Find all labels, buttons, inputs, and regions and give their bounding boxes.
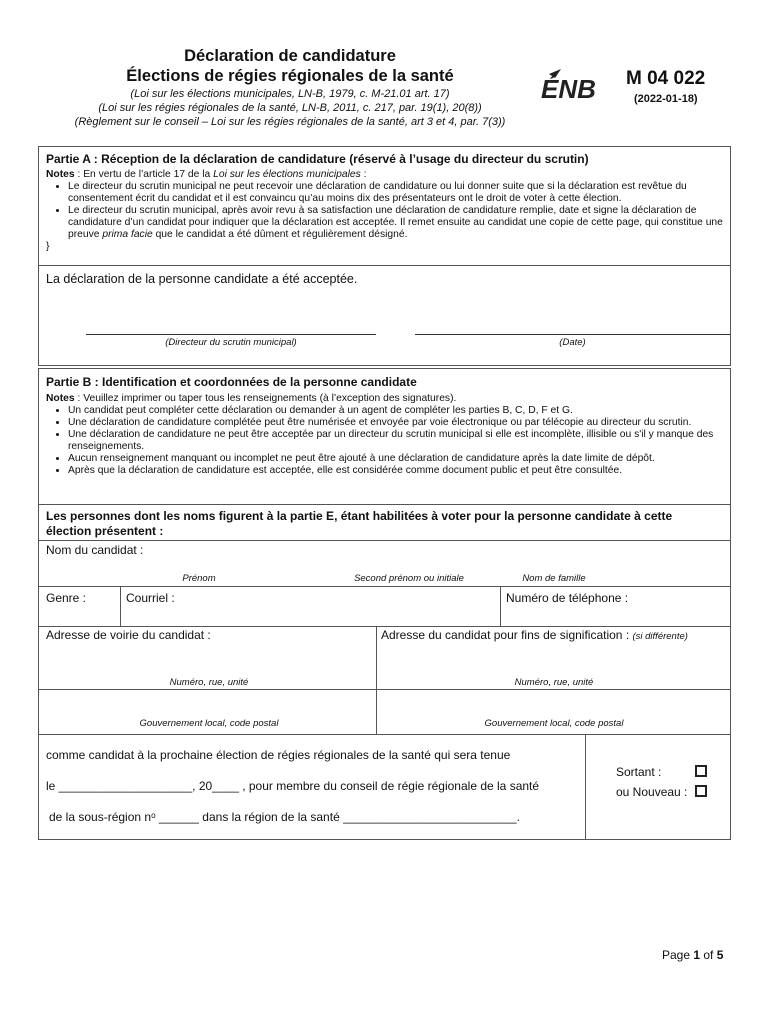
- part-b-heading: Partie B : Identification et coordonnées de la personne candidate: [46, 375, 417, 389]
- signature-caption: (Directeur du scrutin municipal): [165, 337, 297, 348]
- part-a-notes: Notes : En vertu de l’article 17 de la Loi sur les élections municipales : • Le directeur du scrutin municipal ne peut recevoir une déclaration de candidature ou lui donner suite que si la déclaration est revêtue du consentement écrit du candidat et il est convaincu qu’au moins dix des présentateurs ont le droit de voter à cette élection. • Le directeur du scrutin municipal, après avoir revu à sa satisfaction une déclaration de candidature remplie, date et signe la déclaration de candidature d’un candidat pour indiquer que la déclaration est acceptée. Il remet ensuite au candidat une copie de cette page, qui constitue une preuve prima facie que le candidat a été dûment et régulièrement désigné. }: [46, 169, 726, 253]
- new-checkbox[interactable]: [695, 785, 707, 797]
- divider: [39, 734, 730, 735]
- street-caption: Numéro, rue, unité: [169, 677, 249, 688]
- service-municipality-caption: Gouvernement local, code postal: [484, 718, 624, 729]
- notes-label: Notes: [46, 393, 75, 404]
- note-bullet: • Une déclaration de candidature ne peut être acceptée par un directeur du scrutin municipal si elle est incomplète, illisible ou s'il y manque des renseignements.: [68, 429, 726, 453]
- notes-law: Loi sur les élections municipales: [213, 169, 361, 180]
- first-name-caption: Prénom: [182, 573, 216, 584]
- divider: [39, 504, 730, 505]
- incumbent-checkbox[interactable]: [695, 765, 707, 777]
- part-a-heading: Partie A : Réception de la déclaration de candidature (réservé à l’usage du directeur du scrutin): [46, 152, 589, 166]
- form-title: Déclaration de candidature: [184, 47, 396, 65]
- note-bullet: • Le directeur du scrutin municipal, après avoir revu à sa satisfaction une déclaration de candidature remplie, date et signe la déclaration de candidature d’un candidat pour indiquer que la déclaration est acceptée. Il remet ensuite au candidat une copie de cette page, qui constitue une preuve prima facie que le candidat a été dûment et régulièrement désigné.: [68, 205, 726, 241]
- form-subtitle: Élections de régies régionales de la santé: [126, 67, 454, 85]
- form-date: (2022-01-18): [634, 93, 698, 105]
- form-number: M 04 022: [626, 68, 706, 89]
- divider: [500, 586, 501, 626]
- divider: [376, 626, 377, 734]
- note-bullet: • Une déclaration de candidature complétée peut être numérisée et envoyée par voie électronique ou par télécopie au directeur du scrutin.: [68, 417, 726, 429]
- logo-text: ÉNB: [541, 74, 596, 102]
- legal-reference-1: (Loi sur les élections municipales, LN-B, 1979, c. M-21.01 art. 17): [130, 88, 450, 100]
- divider: [39, 540, 730, 541]
- date-line[interactable]: [415, 334, 730, 335]
- phone-label: Numéro de téléphone :: [506, 591, 629, 605]
- service-street-caption: Numéro, rue, unité: [514, 677, 594, 688]
- street-address-label: Adresse de voirie du candidat :: [46, 628, 211, 642]
- divider: [39, 265, 730, 266]
- note-bullet: • Le directeur du scrutin municipal ne peut recevoir une déclaration de candidature ou lui donner suite que si la déclaration est revêtue du consentement écrit du candidat et il est convaincu qu’au moins dix des présentateurs ont le droit de voter à cette élection.: [68, 181, 726, 205]
- divider: [39, 689, 730, 690]
- notes-label: Notes: [46, 169, 75, 180]
- notes-intro: : En vertu de l’article 17 de la: [74, 169, 214, 180]
- notes-intro: : Veuillez imprimer ou taper tous les renseignements (à l’exception des signatures).: [74, 393, 457, 404]
- notes-intro-end: :: [360, 169, 367, 180]
- note-bullet: • Après que la déclaration de candidature est acceptée, elle est considérée comme document public et peut être consultée.: [68, 465, 726, 477]
- part-b-notes: [46, 393, 726, 477]
- middle-name-caption: Second prénom ou initiale: [354, 573, 464, 584]
- incumbent-label: Sortant :: [616, 765, 662, 779]
- new-label: ou Nouveau :: [616, 785, 688, 799]
- note-bullet: • Aucun renseignement manquant ou incomplet ne peut être ajouté à une déclaration de candidature après la date limite de dépôt.: [68, 453, 726, 465]
- last-name-caption: Nom de famille: [522, 573, 586, 584]
- candidacy-line-2: le ____________________, 20____ , pour membre du conseil de régie régionale de la santé: [46, 779, 540, 793]
- service-address-label: Adresse du candidat pour fins de signification : (si différente): [381, 628, 688, 642]
- divider: [585, 734, 586, 839]
- divider: [39, 626, 730, 627]
- candidacy-line-1: comme candidat à la prochaine élection de régies régionales de la santé qui sera tenue: [46, 748, 511, 762]
- part-b-section: [38, 368, 731, 840]
- part-a-section: [38, 146, 731, 366]
- enb-logo: [541, 68, 605, 102]
- candidate-name-label: Nom du candidat :: [46, 543, 144, 557]
- legal-reference-2: (Loi sur les régies régionales de la santé, LN-B, 2011, c. 217, par. 19(1), 20(8)): [98, 102, 482, 114]
- municipality-caption: Gouvernement local, code postal: [139, 718, 279, 729]
- divider: [39, 586, 730, 587]
- divider: [120, 586, 121, 626]
- legal-reference-3: (Règlement sur le conseil – Loi sur les régies régionales de la santé, art 3 et 4, par. 7(3)): [74, 116, 506, 128]
- email-label: Courriel :: [126, 591, 175, 605]
- signature-line[interactable]: [86, 334, 376, 335]
- date-caption: (Date): [559, 337, 586, 348]
- page-indicator: Page 1 of 5: [662, 948, 724, 962]
- accepted-statement: La déclaration de la personne candidate a été acceptée.: [46, 272, 358, 286]
- note-bullet: • Un candidat peut compléter cette déclaration ou demander à un agent de compléter les parties B, C, D, F et G.: [68, 405, 726, 417]
- candidacy-line-3: de la sous-région nᵒ ______ dans la région de la santé __________________________.: [49, 810, 520, 824]
- persons-heading: Les personnes dont les noms figurent à la partie E, étant habilitées à voter pour la personne candidate à cette élection présentent :: [46, 509, 673, 538]
- gender-label: Genre :: [46, 591, 87, 605]
